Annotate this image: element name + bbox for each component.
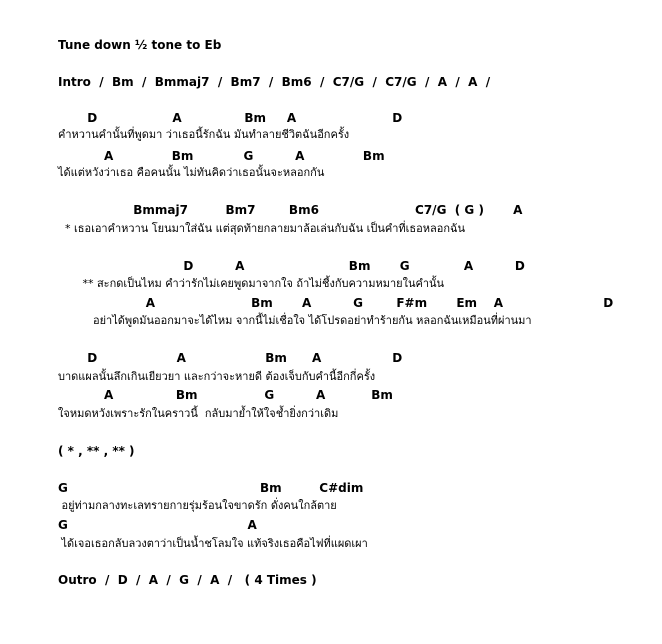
chorus-dstar-chord-line-2: A Bm A G F#m Em A D xyxy=(58,296,614,310)
chorus-star-chord-line: Bmmaj7 Bm7 Bm6 C7/G ( G ) A xyxy=(58,203,523,217)
verse2-lyric-line-2: ใจหมดหวังเพราะรักในคราวนี้ กลับมาย้ำให้ใจช้ำยิ่งกว่าเดิม xyxy=(58,407,339,420)
verse2-chord-line-1: D A Bm A D xyxy=(58,351,403,365)
chorus-dstar-lyric-line-1: ** สะกดเป็นไหม คำว่ารักไม่เคยพูดมาจากใจ ถ้าไม่ชี้งกับความหมายในคำนั้น xyxy=(58,277,445,290)
verse2-lyric-line-1: บาดแผลนั้นลึกเกินเยียวยา และกว่าจะหายดี ต้องเจ็บกับคำนี้อีกกี่ครั้ง xyxy=(58,370,376,383)
verse1-lyric-line-2: ได้แต่หวังว่าเธอ คือคนนั้น ไม่ทันคิดว่าเธอนั้นจะหลอกกัน xyxy=(58,166,325,179)
tuning-note: Tune down ½ tone to Eb xyxy=(58,38,222,52)
chorus-dstar-lyric-line-2: อย่าได้พูดมันออกมาจะได้ไหม จากนี้ไม่เชื่อใจ ได้โปรดอย่าทำร้ายกัน หลอกฉันเหมือนที่ผ่านมา xyxy=(58,314,532,327)
repeat-instruction: ( * , ** , ** ) xyxy=(58,444,135,458)
verse1-chord-line-2: A Bm G A Bm xyxy=(58,149,385,163)
outro-chords: Outro / D / A / G / A / ( 4 Times ) xyxy=(58,573,317,587)
chorus-star-lyric-line: * เธอเอาคำหวาน โยนมาใส่ฉัน แต่สุดท้ายกลายมาล้อเล่นกับฉัน เป็นคำที่เธอหลอกฉัน xyxy=(58,222,465,235)
bridge-lyric-line-1: อยู่ท่ามกลางทะเลทรายกายรุ่มร้อนใจขาดรัก ดั่งคนใกล้ตาย xyxy=(58,499,337,512)
bridge-chord-line-2: G A xyxy=(58,518,257,532)
bridge-lyric-line-2: ได้เจอเธอกลับลวงตาว่าเป็นน้ำชโลมใจ แท้จริงเธอคือไฟที่แผดเผา xyxy=(58,537,368,550)
intro-chords: Intro / Bm / Bmmaj7 / Bm7 / Bm6 / C7/G / C7/G / A / A / xyxy=(58,75,491,89)
bridge-chord-line-1: G Bm C#dim xyxy=(58,481,364,495)
verse2-chord-line-2: A Bm G A Bm xyxy=(58,388,393,402)
verse1-lyric-line-1: คำหวานคำนั้นที่พูดมา ว่าเธอนี้รักฉัน มันทำลายชีวิตฉันอีกครั้ง xyxy=(58,128,350,141)
verse1-chord-line-1: D A Bm A D xyxy=(58,111,403,125)
chorus-dstar-chord-line-1: D A Bm G A D xyxy=(58,259,525,273)
